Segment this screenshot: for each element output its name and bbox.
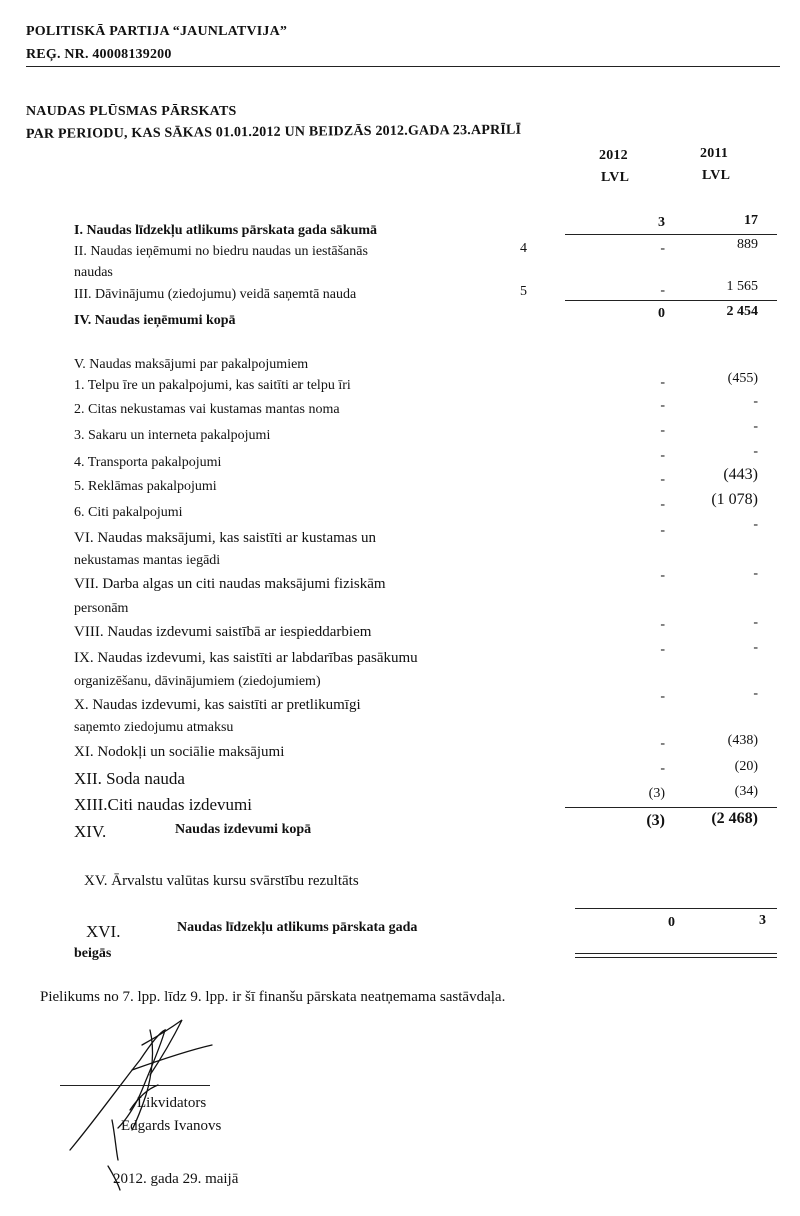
row-illegal-donations-label-2: saņemto ziedojumu atmaksu <box>74 720 234 735</box>
row-salaries-label-2: personām <box>74 601 129 616</box>
row-total-expenses-2011: (2 468) <box>711 810 758 827</box>
row-total-income-2012: 0 <box>658 306 665 321</box>
row-opening-balance-label: I. Naudas līdzekļu atlikums pārskata gada sākumā <box>74 223 378 238</box>
row-closing-balance-2012: 0 <box>668 915 675 930</box>
row-charity-2011: - <box>753 640 758 655</box>
row-transport-2012: - <box>660 448 665 463</box>
row-opening-balance-2011: 17 <box>744 213 758 228</box>
col-2011-unit: LVL <box>702 168 731 183</box>
signer-name: Edgards Ivanovs <box>121 1118 222 1134</box>
row-telecom-2012: - <box>660 423 665 438</box>
row-taxes-label: XI. Nodokļi un sociālie maksājumi <box>74 744 285 760</box>
row-property-lease-2011: - <box>753 394 758 409</box>
col-2011-year: 2011 <box>700 146 729 161</box>
row-premises-rent-2012: - <box>660 375 665 390</box>
row-printing-2011: - <box>753 615 758 630</box>
row-other-expenses-label: XIII.Citi naudas izdevumi <box>74 795 252 814</box>
row-membership-fees-label-1: II. Naudas ieņēmumi no biedru naudas un iestāšanās <box>74 244 368 259</box>
report-period: PAR PERIODU, KAS SĀKAS 01.01.2012 UN BEIDZĀS 2012.GADA 23.APRĪLĪ <box>25 122 522 142</box>
row-transport-2011: - <box>753 444 758 459</box>
row-donations-2012: - <box>660 283 665 298</box>
row-total-expenses-label: Naudas izdevumi kopā <box>175 822 312 837</box>
row-other-services-label: 6. Citi pakalpojumi <box>74 505 183 520</box>
row-other-expenses-2012: (3) <box>648 786 665 801</box>
row-fines-2012: - <box>660 761 665 776</box>
row-illegal-donations-2012: - <box>660 689 665 704</box>
row-transport-label: 4. Transporta pakalpojumi <box>74 455 222 470</box>
row-advertising-label: 5. Reklāmas pakalpojumi <box>74 479 217 494</box>
row-membership-fees-note: 4 <box>520 241 527 256</box>
row-charity-2012: - <box>660 642 665 657</box>
row-assets-purchase-label-2: nekustamas mantas iegādi <box>74 553 221 568</box>
row-printing-2012: - <box>660 617 665 632</box>
row-property-lease-label: 2. Citas nekustamas vai kustamas mantas noma <box>74 402 340 417</box>
row-fines-2011: (20) <box>734 759 758 774</box>
report-title: NAUDAS PLŪSMAS PĀRSKATS <box>26 104 237 119</box>
row-salaries-2012: - <box>660 568 665 583</box>
row-total-expenses-number: XIV. <box>74 822 107 841</box>
row-other-services-2011: (1 078) <box>711 491 758 508</box>
row-fines-label: XII. Soda nauda <box>74 769 185 788</box>
row-donations-note: 5 <box>520 284 527 299</box>
row-assets-purchase-label-1: VI. Naudas maksājumi, kas saistīti ar kustamas un <box>74 530 377 546</box>
row-closing-balance-2011: 3 <box>759 913 766 928</box>
row-taxes-2011: (438) <box>727 733 758 748</box>
row-donations-2011: 1 565 <box>726 279 758 294</box>
row-total-income-2011: 2 454 <box>726 304 758 319</box>
col-2012-unit: LVL <box>601 170 630 185</box>
row-advertising-2012: - <box>660 472 665 487</box>
row-total-expenses-2012: (3) <box>646 812 665 829</box>
row-premises-rent-label: 1. Telpu īre un pakalpojumi, kas saitīti ar telpu īri <box>74 378 351 393</box>
row-property-lease-2012: - <box>660 398 665 413</box>
row-salaries-label-1: VII. Darba algas un citi naudas maksājumi fiziskām <box>74 576 386 592</box>
row-illegal-donations-2011: - <box>753 686 758 701</box>
row-opening-balance-2012: 3 <box>658 215 665 230</box>
appendix-note: Pielikums no 7. lpp. līdz 9. lpp. ir šī finanšu pārskata neatņemama sastāvdaļa. <box>40 989 506 1005</box>
row-taxes-2012: - <box>660 736 665 751</box>
row-donations-label: III. Dāvinājumu (ziedojumu) veidā saņemtā nauda <box>74 287 357 302</box>
row-advertising-2011: (443) <box>723 466 758 483</box>
row-other-services-2012: - <box>660 497 665 512</box>
row-closing-balance-label: Naudas līdzekļu atlikums pārskata gada <box>177 920 418 935</box>
row-other-expenses-2011: (34) <box>734 784 758 799</box>
row-membership-fees-2011: 889 <box>737 237 758 252</box>
col-2012-year: 2012 <box>599 148 628 163</box>
row-printing-label: VIII. Naudas izdevumi saistībā ar iespieddarbiem <box>74 624 372 640</box>
signer-role: Likvidators <box>137 1095 207 1111</box>
row-membership-fees-2012: - <box>660 241 665 256</box>
row-fx-result-label: XV. Ārvalstu valūtas kursu svārstību rezultāts <box>84 873 359 889</box>
row-closing-balance-number: XVI. <box>86 922 121 941</box>
row-assets-purchase-2011: - <box>753 517 758 532</box>
row-services-payments-label: V. Naudas maksājumi par pakalpojumiem <box>74 357 309 372</box>
row-assets-purchase-2012: - <box>660 523 665 538</box>
row-charity-label-1: IX. Naudas izdevumi, kas saistīti ar labdarības pasākumu <box>74 650 418 666</box>
row-total-income-label: IV. Naudas ieņēmumi kopā <box>74 313 236 328</box>
row-salaries-2011: - <box>753 566 758 581</box>
row-illegal-donations-label-1: X. Naudas izdevumi, kas saistīti ar pretlikumīgi <box>74 697 361 713</box>
row-membership-fees-label-2: naudas <box>74 265 113 280</box>
signature-date: 2012. gada 29. maijā <box>113 1171 239 1187</box>
row-charity-label-2: organizēšanu, dāvinājumiem (ziedojumiem) <box>74 674 321 689</box>
row-premises-rent-2011: (455) <box>727 371 758 386</box>
party-name: POLITISKĀ PARTIJA “JAUNLATVIJA” <box>26 24 288 39</box>
row-closing-balance-label-2: beigās <box>74 946 112 961</box>
row-telecom-label: 3. Sakaru un interneta pakalpojumi <box>74 428 271 443</box>
row-telecom-2011: - <box>753 419 758 434</box>
registration-number: REĢ. NR. 40008139200 <box>26 47 172 62</box>
